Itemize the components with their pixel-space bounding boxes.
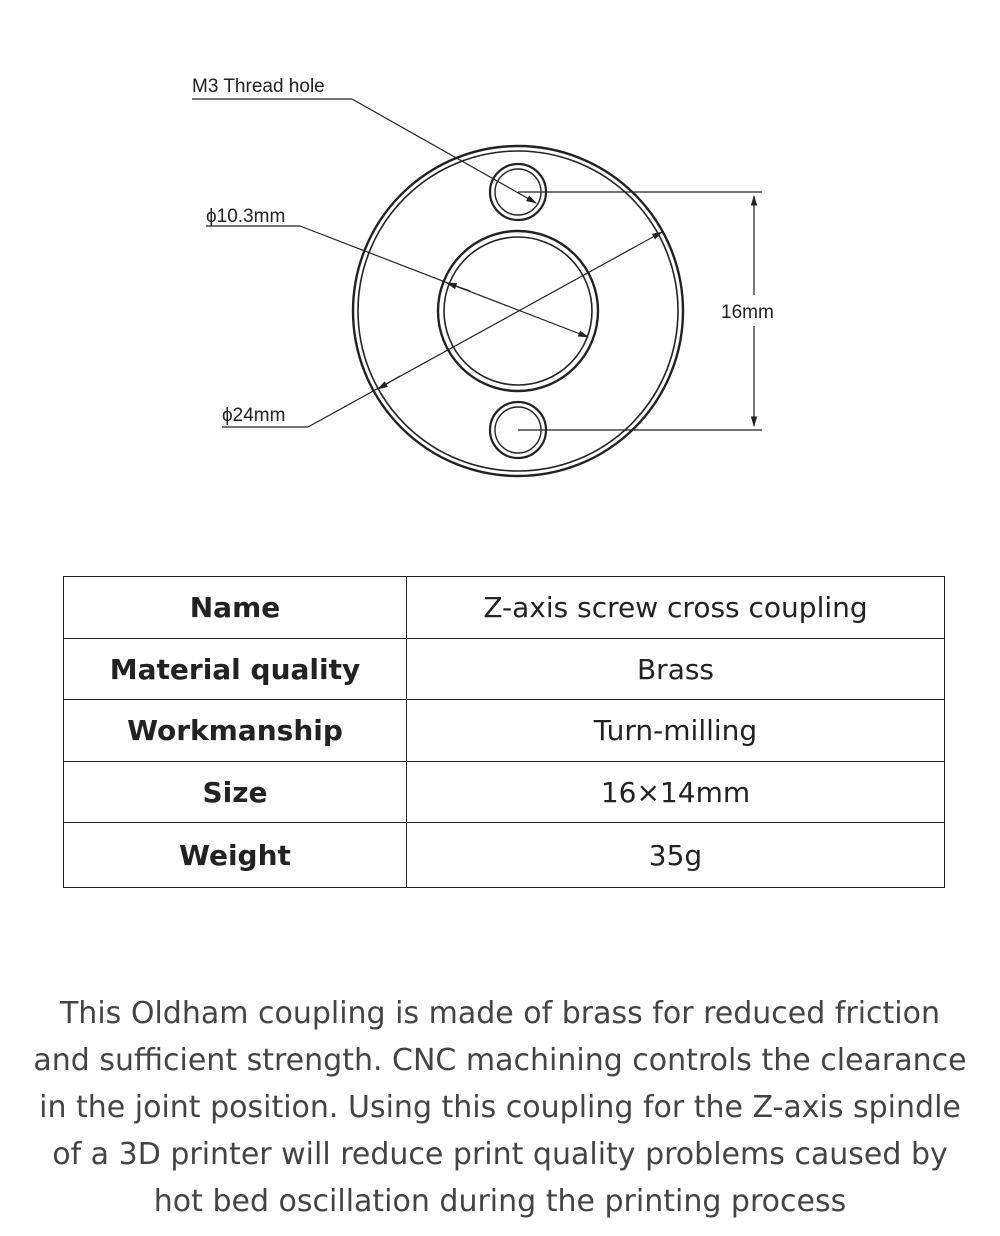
description-paragraph: This Oldham coupling is made of brass for reduced friction and sufficient strength. CNC machining controls the clearance in the joint position. Using this coupling for the Z-axis spindle of a 3D printer will reduce print quality problems caused by hot bed oscillation during the printing process [33,996,967,1219]
spec-label: Weight [64,823,407,888]
technical-drawing [0,0,1000,560]
outer-diameter-label: ϕ24mm [222,405,286,426]
spec-row [64,823,945,888]
spec-label: Workmanship [64,700,407,762]
hole-spacing-label: 16mm [721,302,774,323]
spec-value: Turn-milling [407,700,945,762]
outer-diameter-arrow-left [378,376,400,389]
spec-value: Z-axis screw cross coupling [407,577,945,639]
inner-diameter-label: ϕ10.3mm [206,206,286,227]
spec-row [64,700,945,762]
spec-row [64,577,945,639]
thread-hole-callout [192,99,536,203]
spec-value: Brass [407,639,945,700]
spec-table [63,576,945,888]
inner-diameter-arrow-left [447,283,470,291]
spec-label: Name [64,577,407,639]
spec-label: Size [64,762,407,823]
inner-diameter-dimension [206,226,588,337]
spec-row [64,762,945,823]
spec-value: 16×14mm [407,762,945,823]
thread-hole-label: M3 Thread hole [192,76,325,97]
spec-value: 35g [407,823,945,888]
spec-row [64,639,945,700]
spec-label: Material quality [64,639,407,700]
